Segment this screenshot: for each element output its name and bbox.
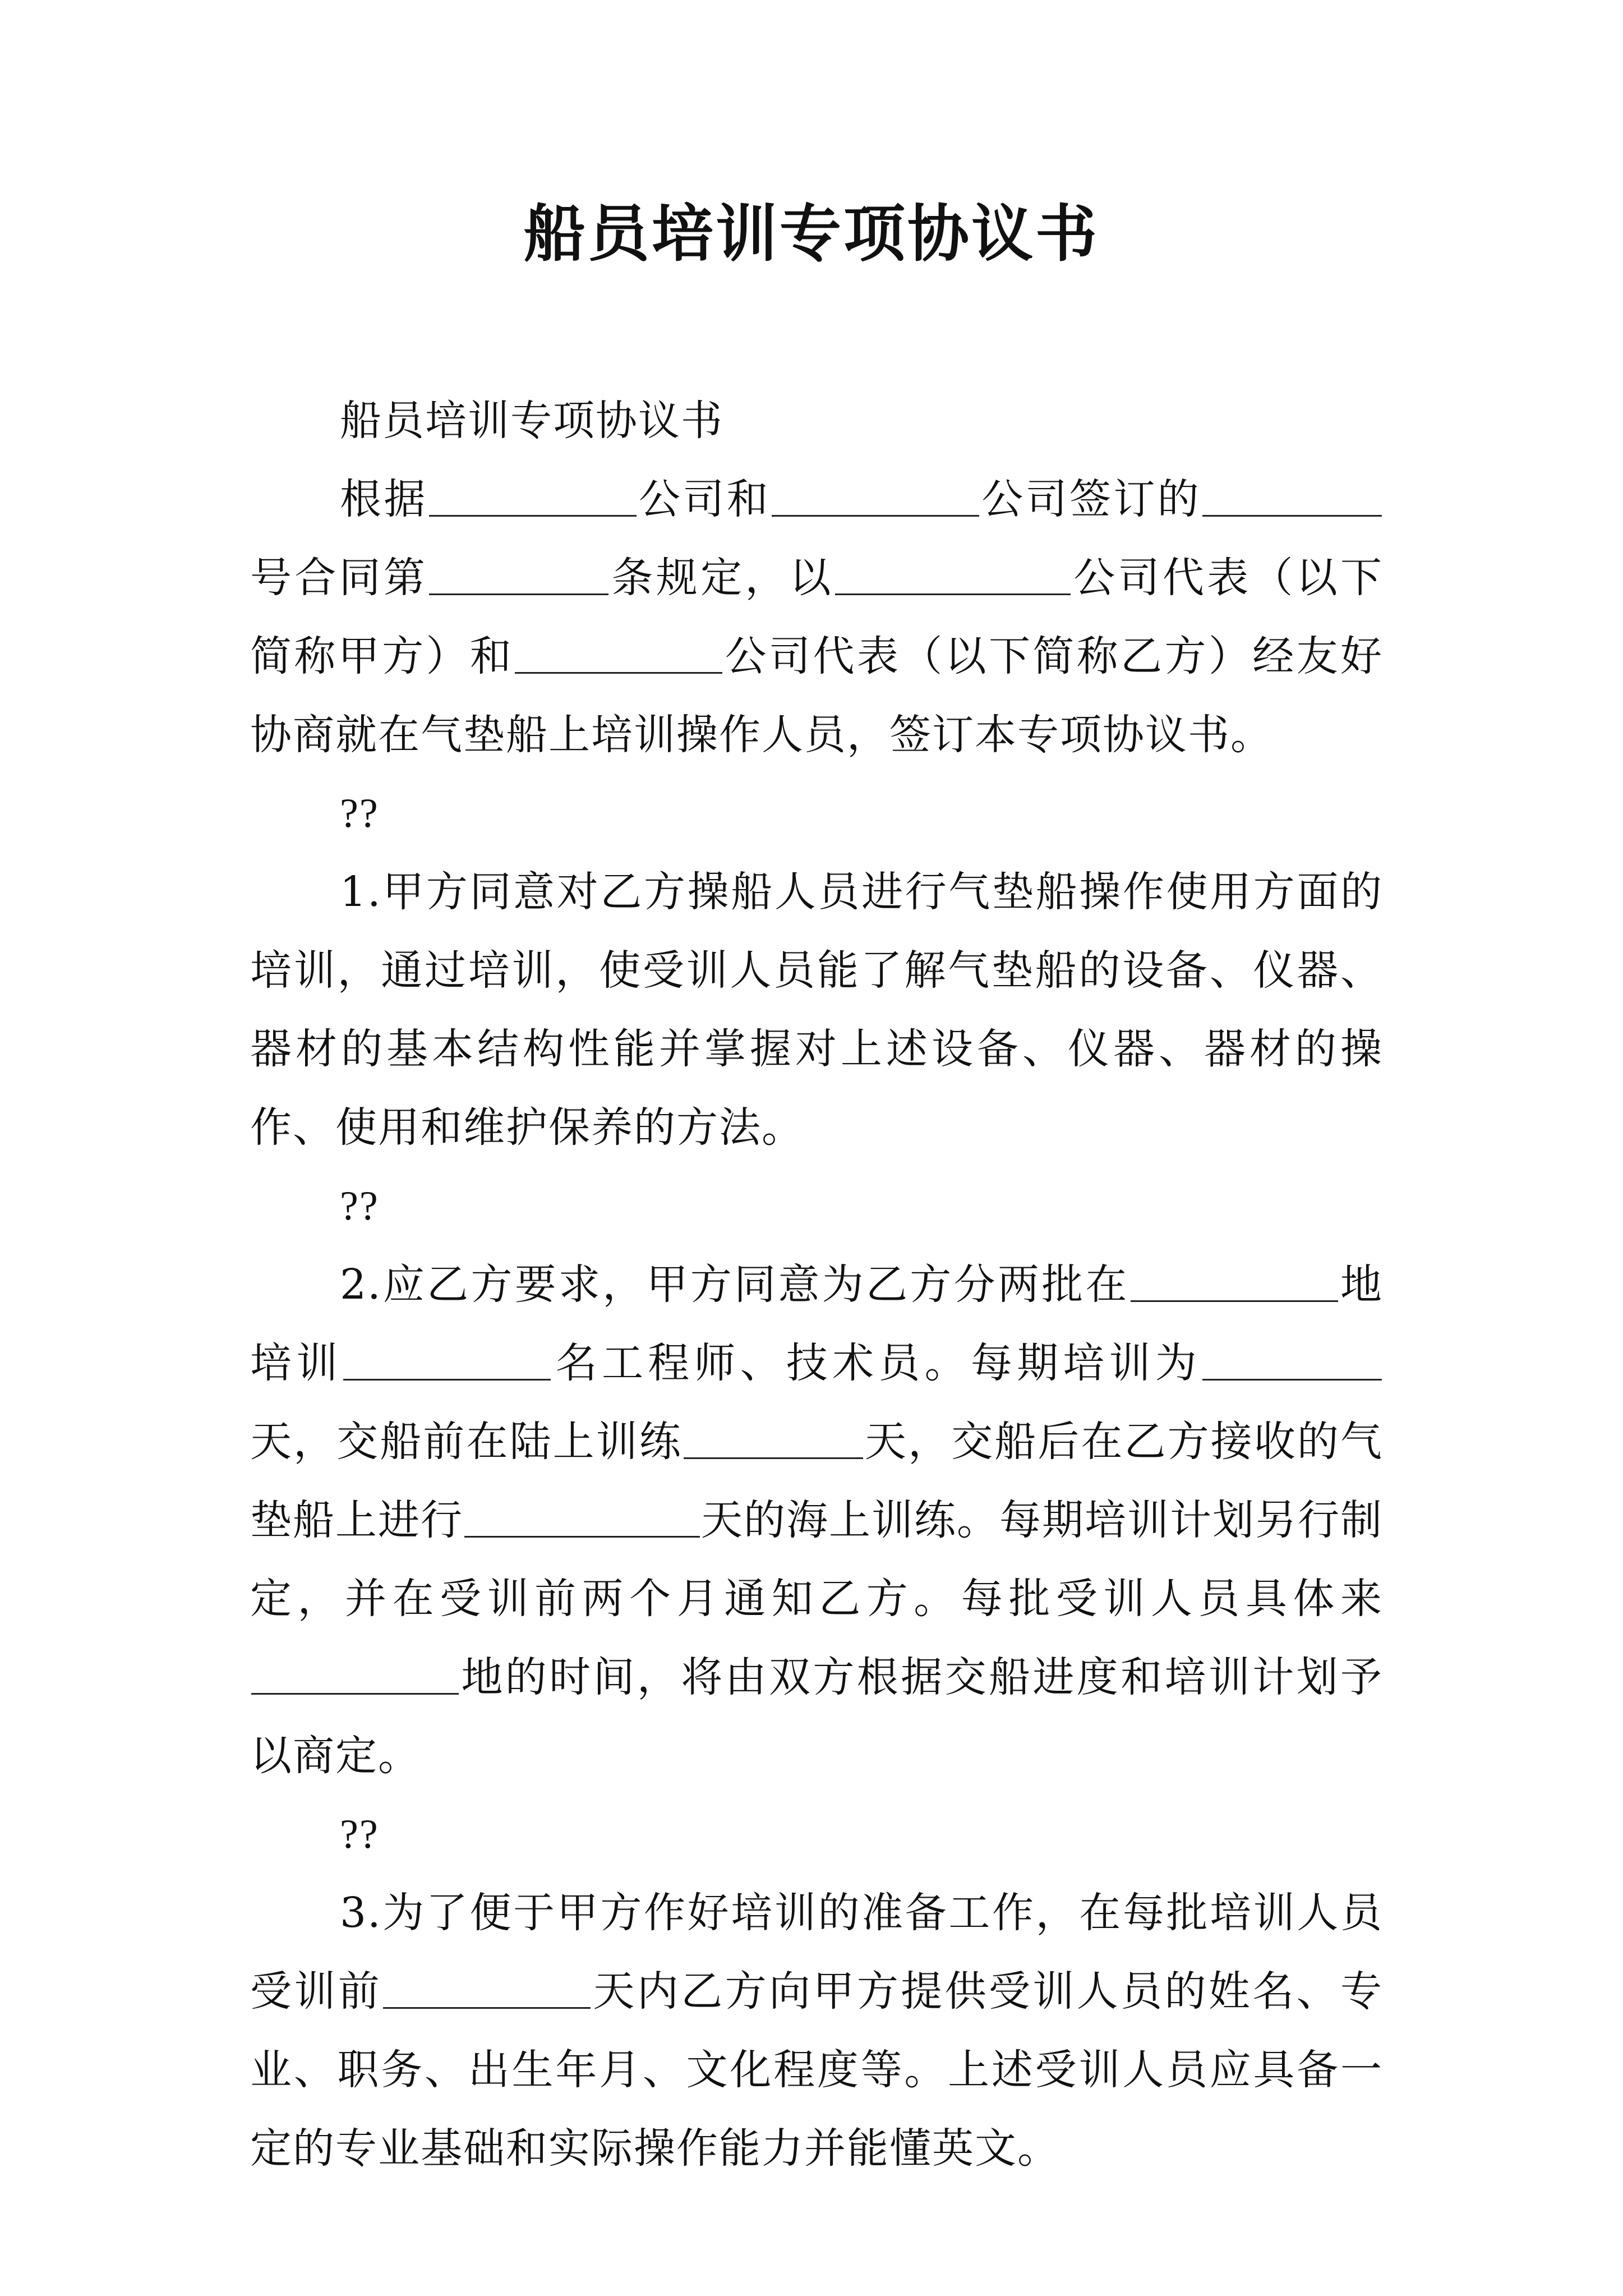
document-body bbox=[250, 381, 1383, 2188]
blank-field bbox=[429, 476, 637, 517]
clause-3-text-1: 3.为了便于甲方作好培训的准备工作，在每批培训人员受训前 bbox=[250, 1889, 1383, 2016]
intro-paragraph bbox=[250, 460, 1383, 774]
clause-2-text-1: 2.应乙方要求，甲方同意为乙方分两批在 bbox=[340, 1260, 1129, 1309]
blank-field bbox=[1202, 1340, 1382, 1381]
blank-field bbox=[429, 554, 608, 595]
subtitle-text: 船员培训专项协议书 bbox=[340, 397, 723, 445]
subtitle-line bbox=[250, 381, 1383, 460]
intro-text-2: 公司和 bbox=[637, 475, 771, 523]
clause-3 bbox=[250, 1874, 1383, 2188]
blank-field bbox=[343, 1340, 551, 1381]
blank-field bbox=[464, 1497, 700, 1538]
clause-1 bbox=[250, 853, 1383, 1167]
clause-2-text-6: 天的海上训练。每期培训计划另行制定，并在受训前两个月通知乙方。每批受训人员具体来 bbox=[250, 1496, 1383, 1623]
blank-field bbox=[1202, 476, 1382, 517]
clause-2-text-4: 天，交船前在陆上训练 bbox=[250, 1418, 683, 1466]
blank-field bbox=[1131, 1261, 1338, 1302]
blank-field bbox=[772, 476, 979, 517]
clause-2-text-7: 地的时间，将由双方根据交船进度和培训计划予以商定。 bbox=[250, 1653, 1383, 1780]
blank-field bbox=[515, 633, 722, 674]
blank-field bbox=[684, 1418, 863, 1459]
blank-field bbox=[383, 1968, 591, 2009]
clause-3-text-2: 天内乙方向甲方提供受训人员的姓名、专业、职务、出生年月、文化程度等。上述受训人员应具备一定的专业基础和实际操作能力并能懂英文。 bbox=[250, 1967, 1384, 2173]
intro-text-4: 号合同第 bbox=[250, 554, 428, 602]
blank-field bbox=[251, 1654, 459, 1695]
blank-field bbox=[835, 554, 1071, 595]
intro-text-3: 公司签订的 bbox=[980, 475, 1202, 523]
clause-2 bbox=[250, 1245, 1383, 1795]
placeholder-marker: ?? bbox=[340, 1811, 379, 1857]
clause-2-text-2: 地培训 bbox=[250, 1260, 1384, 1387]
clause-2-text-5: 天，交船后在乙方接收的气垫船上进行 bbox=[250, 1418, 1384, 1544]
placeholder-marker: ?? bbox=[340, 790, 379, 836]
intro-text-5: 条规定，以 bbox=[610, 554, 834, 602]
intro-text-6: 公司代表（以下简称甲方）和 bbox=[250, 554, 1384, 680]
clause-2-text-3: 名工程师、技术员。每期培训为 bbox=[552, 1339, 1202, 1387]
placeholder-marker: ?? bbox=[340, 1183, 379, 1229]
intro-text-1: 根据 bbox=[340, 475, 428, 523]
intro-text-7: 公司代表（以下简称乙方）经友好协商就在气垫船上培训操作人员，签订本专项协议书。 bbox=[250, 632, 1384, 759]
document-title: 船员培训专项协议书 bbox=[524, 197, 1099, 270]
clause-1-text: 1.甲方同意对乙方操船人员进行气垫船操作使用方面的培训，通过培训，使受训人员能了解气垫船的设备、仪器、器材的基本结构性能并掌握对上述设备、仪器、器材的操作、使用和维护保养的方法。 bbox=[250, 868, 1383, 1152]
